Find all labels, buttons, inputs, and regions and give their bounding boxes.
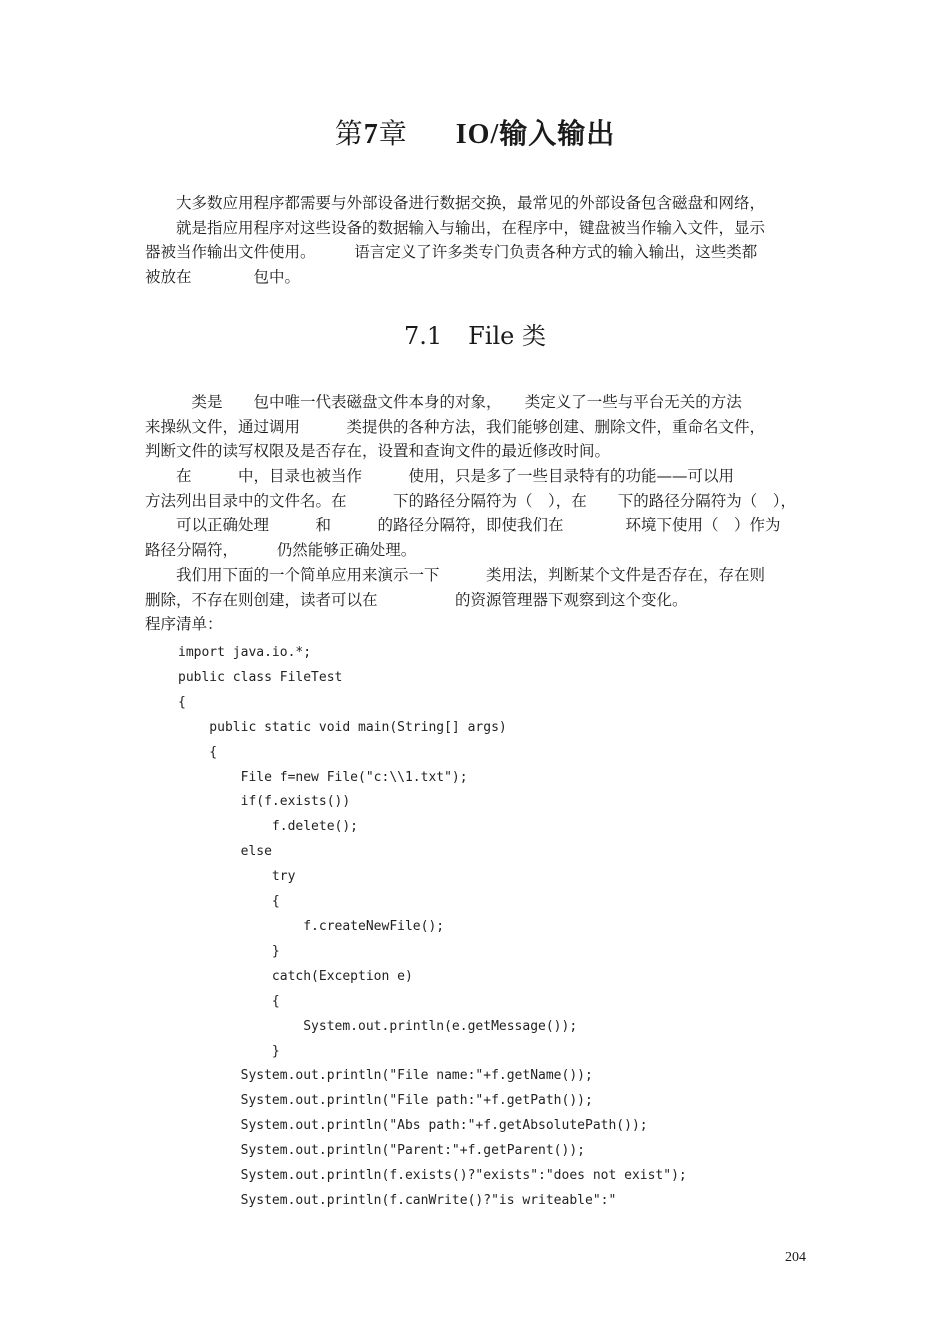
code-line: public class FileTest <box>178 669 343 685</box>
code-line: public static void main(String[] args) <box>178 719 507 735</box>
code-line: import java.io.*; <box>178 645 312 660</box>
section-title <box>0 316 950 351</box>
code-line: } <box>178 1043 280 1059</box>
intro-paragraph <box>145 191 807 289</box>
code-line: System.out.println(f.canWrite()?"is writeable":" <box>178 1192 617 1208</box>
code-line: else <box>178 844 272 860</box>
body-line: 判断文件的读写权限及是否存在，设置和查询文件的最近修改时间。 <box>145 442 611 460</box>
body-line: 我们用下面的一个简单应用来演示一下 类用法，判断某个文件是否存在，存在则 <box>145 566 766 584</box>
chapter-label-prefix: 第 <box>334 117 364 150</box>
intro-line: 大多数应用程序都需要与外部设备进行数据交换，最常见的外部设备包含磁盘和网络， <box>145 194 766 212</box>
intro-line: 器被当作输出文件使用。 语言定义了许多类专门负责各种方式的输入输出，这些类都 <box>145 243 758 261</box>
body-paragraph-1 <box>145 390 807 464</box>
code-line: try <box>178 869 296 885</box>
intro-line: 被放在 包中。 <box>145 267 301 286</box>
code-line: f.delete(); <box>178 819 359 835</box>
body-paragraph-3 <box>145 563 807 637</box>
chapter-title <box>0 112 950 152</box>
listing-label: 程序清单： <box>145 615 223 633</box>
code-line: { <box>178 894 280 910</box>
body-paragraph-2 <box>145 464 807 562</box>
code-line: { <box>178 694 186 710</box>
code-line: System.out.println("File name:"+f.getName()); <box>178 1068 593 1084</box>
code-line: catch(Exception e) <box>178 968 413 984</box>
code-line: System.out.println("Abs path:"+f.getAbsolutePath()); <box>178 1118 648 1134</box>
body-line: 删除，不存在则创建，读者可以在 的资源管理器下观察到这个变化。 <box>145 590 688 609</box>
code-line: { <box>178 744 218 760</box>
code-line: System.out.println("File path:"+f.getPath()); <box>178 1093 593 1109</box>
body-line: 可以正确处理 和 的路径分隔符，即使我们在 环境下使用（ ）作为 <box>145 516 781 534</box>
body-line: 来操纵文件，通过调用 类提供的各种方法，我们能够创建、删除文件，重命名文件， <box>145 417 766 436</box>
code-line: System.out.println(e.getMessage()); <box>178 1018 578 1034</box>
code-listing <box>178 641 687 1214</box>
body-line: 方法列出目录中的文件名。在 下的路径分隔符为（ ），在 下的路径分隔符为（ ）， <box>145 491 797 510</box>
code-line: f.createNewFile(); <box>178 918 445 934</box>
body-line: 在 中，目录也被当作 使用，只是多了一些目录特有的功能——可以用 <box>145 467 735 485</box>
intro-line: 就是指应用程序对这些设备的数据输入与输出，在程序中，键盘被当作输入文件，显示 <box>145 218 766 237</box>
code-line: System.out.println(f.exists()?"exists":"does not exist"); <box>178 1168 687 1184</box>
code-line: } <box>178 943 280 959</box>
code-line: { <box>178 993 280 1009</box>
chapter-number: 7 <box>363 119 379 150</box>
section-name: File 类 <box>468 322 546 350</box>
body-line: 类是 包中唯一代表磁盘文件本身的对象， 类定义了一些与平台无关的方法 <box>145 393 742 411</box>
code-line: File f=new File("c:\\1.txt"); <box>178 769 468 785</box>
chapter-label-suffix: 章 <box>378 117 408 150</box>
page-number: 204 <box>785 1250 806 1265</box>
body-line: 路径分隔符， 仍然能够正确处理。 <box>145 540 417 559</box>
code-line: if(f.exists()) <box>178 794 351 810</box>
code-line: System.out.println("Parent:"+f.getParent()); <box>178 1143 585 1159</box>
section-number: 7.1 <box>403 322 443 350</box>
chapter-name: IO/输入输出 <box>455 119 616 150</box>
